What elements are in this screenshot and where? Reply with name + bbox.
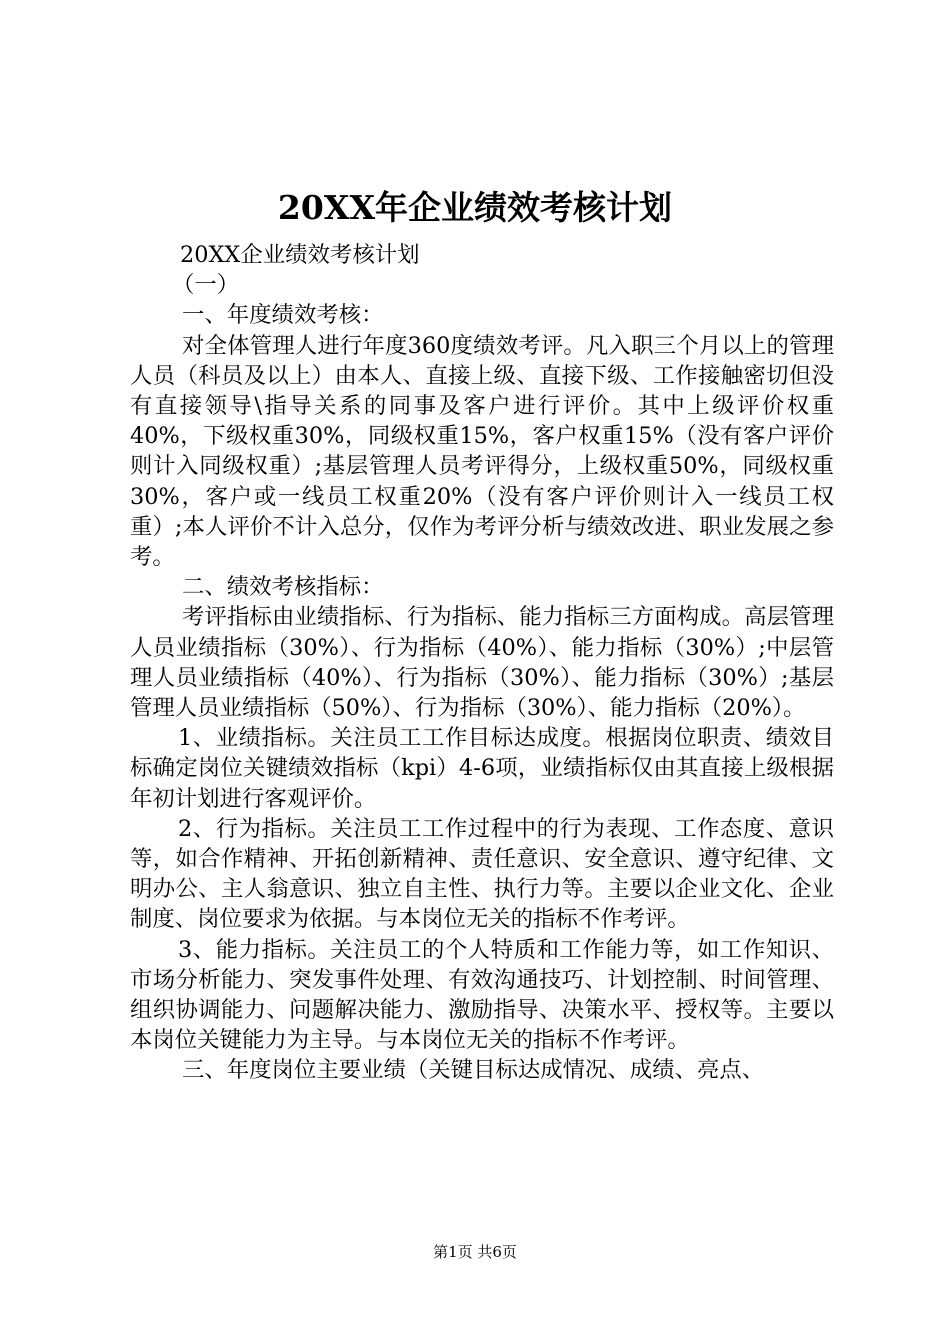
document-title: 20XX年企业绩效考核计划 (277, 188, 673, 227)
paragraph-performance-indicator: 1、业绩指标。关注员工工作目标达成度。根据岗位职责、绩效目标确定岗位关键绩效指标（kpi）4-6项，业绩指标仅由其直接上级根据年初计划进行客观评价。 (130, 725, 834, 812)
section-heading-indicators: 二、绩效考核指标： (182, 574, 384, 601)
document-body (130, 240, 834, 1086)
paragraph-ability-indicator: 3、能力指标。关注员工的个人特质和工作能力等，如工作知识、市场分析能力、突发事件处理、有效沟通技巧、计划控制、时间管理、组织协调能力、问题解决能力、激励指导、决策水平、授权等。主要以本岗位关键能力为主导。与本岗位无关的指标不作考评。 (130, 936, 834, 1054)
paragraph-behavior-indicator: 2、行为指标。关注员工工作过程中的行为表现、工作态度、意识等，如合作精神、开拓创新精神、责任意识、安全意识、遵守纪律、文明办公、主人翁意识、独立自主性、执行力等。主要以企业文化、企业制度、岗位要求为依据。与本岗位无关的指标不作考评。 (130, 815, 834, 933)
paragraph-indicator-weights: 考评指标由业绩指标、行为指标、能力指标三方面构成。高层管理人员业绩指标（30%）、行为指标（40%）、能力指标（30%）;中层管理人员业绩指标（40%）、行为指标（30%）、能力指标（30%）;基层管理人员业绩指标（50%）、行为指标（30%）、能力指标（20%）。 (130, 604, 834, 722)
section-heading-annual-review: 一、年度绩效考核： (182, 302, 384, 329)
part-marker: （一） (172, 272, 240, 299)
page-number: 第1页 共6页 (433, 1243, 517, 1261)
section-heading-key-achievements: 三、年度岗位主要业绩（关键目标达成情况、成绩、亮点、 (182, 1057, 765, 1084)
paragraph-360-review: 对全体管理人进行年度360度绩效考评。凡入职三个月以上的管理人员（科员及以上）由本人、直接上级、直接下级、工作接触密切但没有直接领导\指导关系的同事及客户进行评价。其中上级评价权重40%，下级权重30%，同级权重15%，客户权重15%（没有客户评价则计入同级权重）;基层管理人员考评得分，上级权重50%，同级权重30%，客户或一线员工权重20%（没有客户评价则计入一线员工权重）;本人评价不计入总分，仅作为考评分析与绩效改进、职业发展之参考。 (130, 332, 834, 571)
subtitle-paragraph: 20XX企业绩效考核计划 (180, 242, 420, 268)
